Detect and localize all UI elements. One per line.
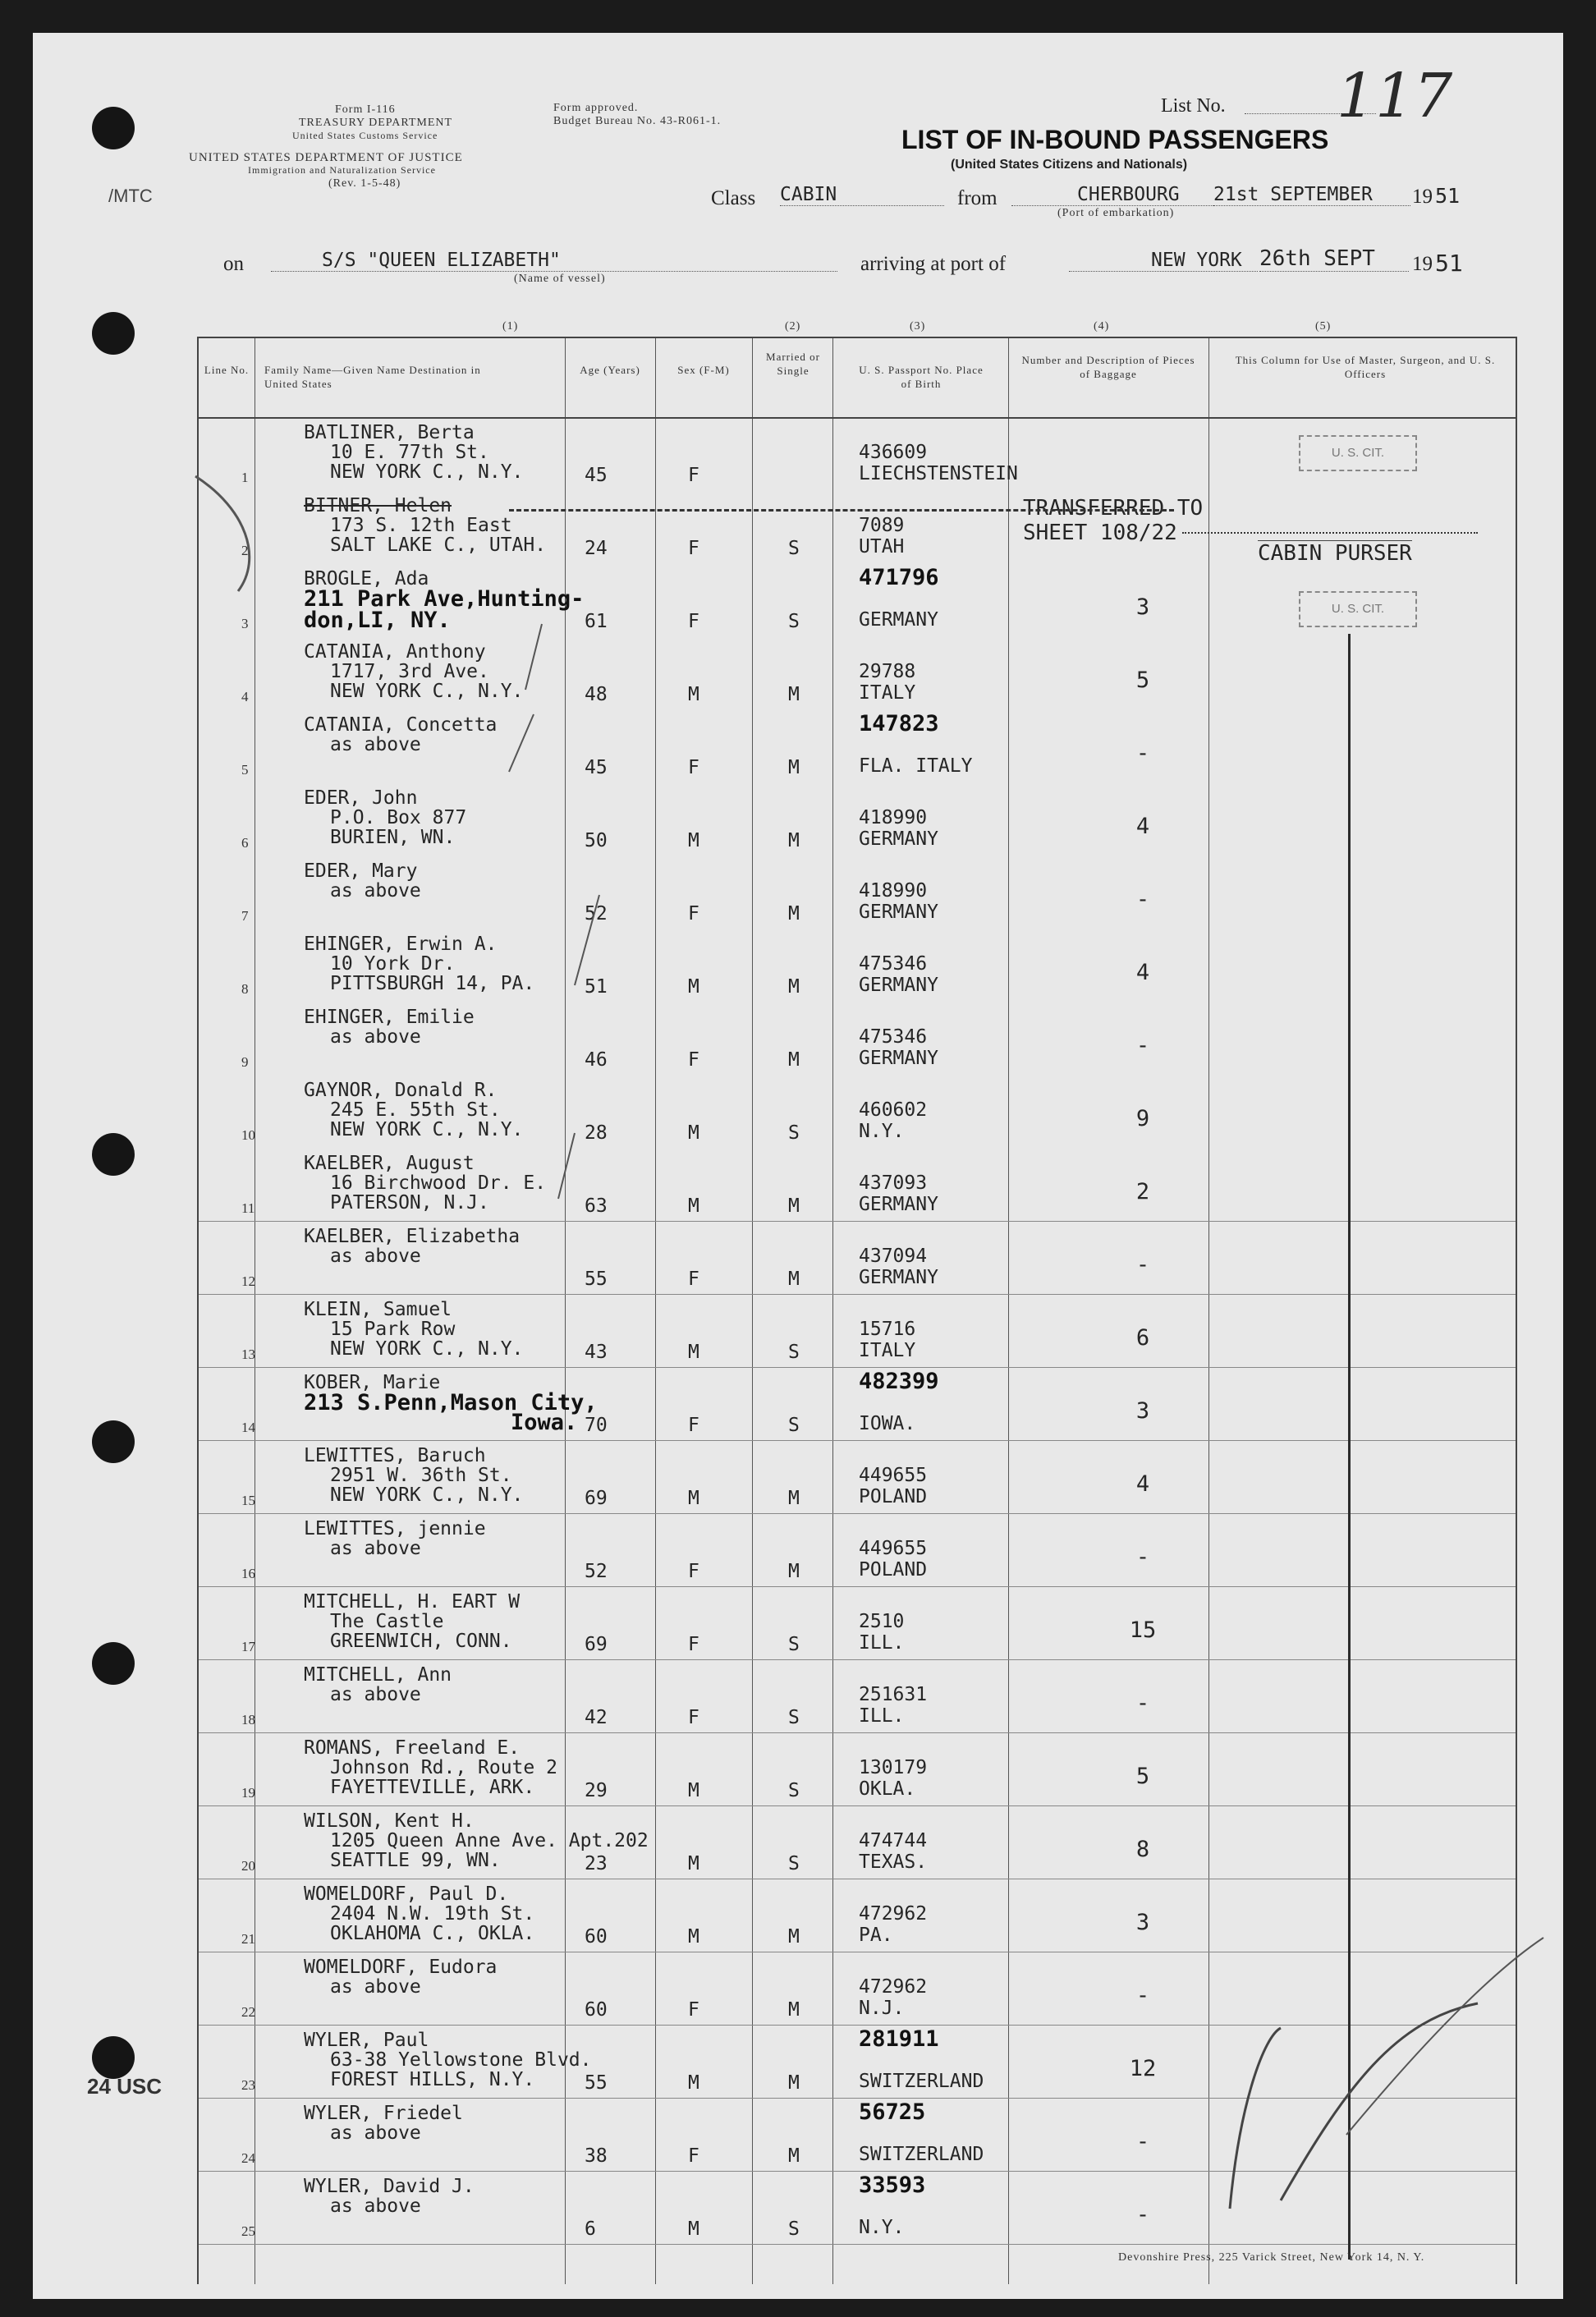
row-address-1: as above — [330, 1976, 421, 1998]
from-label: from — [957, 187, 998, 209]
row-name: MITCHELL, H. EART W — [304, 1591, 521, 1613]
row-age: 61 — [585, 611, 608, 632]
row-address-2: OKLAHOMA C., OKLA. — [330, 1923, 535, 1944]
row-passport: 418990 — [859, 880, 928, 902]
row-baggage: - — [1135, 2202, 1150, 2228]
row-address-1: P.O. Box 877 — [330, 807, 467, 828]
row-passport: 474744 — [859, 1830, 928, 1851]
row-name: BROGLE, Ada — [304, 568, 429, 590]
hand-tick — [525, 624, 542, 690]
row-marital: S — [788, 611, 800, 632]
row-age: 24 — [585, 538, 608, 559]
row-name: KAELBER, Elizabetha — [304, 1226, 521, 1247]
row-birthplace: SWITZERLAND — [859, 2144, 984, 2165]
row-address-1: 2951 W. 36th St. — [330, 1465, 512, 1486]
row-marital: S — [788, 1780, 800, 1801]
header-passport: U. S. Passport No. Place of Birth — [859, 364, 984, 390]
row-marital: S — [788, 1707, 800, 1728]
class-label: Class — [711, 187, 756, 209]
row-address-2: NEW YORK C., N.Y. — [330, 1484, 524, 1506]
row-baggage: 5 — [1135, 1764, 1150, 1789]
row-address-2: NEW YORK C., N.Y. — [330, 1119, 524, 1140]
handwritten-marks — [33, 33, 1563, 2299]
page-title: LIST OF IN-BOUND PASSENGERS — [901, 125, 1329, 154]
row-marital: S — [788, 1415, 800, 1436]
row-marital: S — [788, 538, 800, 559]
row-age: 51 — [585, 976, 608, 998]
row-sex: F — [688, 1634, 699, 1655]
row-passport: 15716 — [859, 1319, 916, 1340]
cabin-purser: CABIN PURSER — [1258, 541, 1412, 566]
signature-stroke — [1230, 2028, 1281, 2209]
form-revision: (Rev. 1-5-48) — [328, 177, 401, 190]
row-birthplace: ITALY — [859, 1340, 916, 1361]
row-line-no: 24 — [241, 2150, 255, 2166]
side-mark: 24 USC — [87, 2074, 163, 2099]
row-name: KLEIN, Samuel — [304, 1299, 452, 1320]
row-address-1: as above — [330, 880, 421, 902]
arrival-port: NEW YORK — [1069, 250, 1258, 272]
row-baggage: 4 — [1135, 814, 1150, 839]
row-passport: 475346 — [859, 1026, 928, 1048]
hand-tick — [558, 1133, 575, 1199]
row-name: WOMELDORF, Paul D. — [304, 1883, 509, 1905]
row-birthplace: PA. — [859, 1925, 893, 1946]
row-sex: F — [688, 2145, 699, 2167]
embark-year: 51 — [1435, 184, 1461, 208]
row-name: ROMANS, Freeland E. — [304, 1737, 521, 1759]
row-marital: S — [788, 1342, 800, 1363]
row-sex: M — [688, 1780, 699, 1801]
row-sex: M — [688, 1853, 699, 1874]
row-baggage: 9 — [1135, 1106, 1150, 1131]
row-address-1: Johnson Rd., Route 2 — [330, 1757, 557, 1778]
row-birthplace: LIECHSTENSTEIN — [859, 463, 1018, 484]
row-name: KAELBER, August — [304, 1153, 475, 1174]
row-passport: 130179 — [859, 1757, 928, 1778]
row-address-1: as above — [330, 2122, 421, 2144]
row-age: 69 — [585, 1488, 608, 1509]
row-marital: M — [788, 1488, 800, 1509]
row-line-no: 4 — [241, 689, 249, 704]
justice-department: UNITED STATES DEPARTMENT OF JUSTICE — [189, 151, 463, 164]
row-age: 50 — [585, 830, 608, 851]
header-line-no: Line No. — [204, 364, 250, 376]
row-line-no: 2 — [241, 543, 249, 558]
row-baggage: - — [1135, 1691, 1150, 1716]
row-passport: 418990 — [859, 807, 928, 828]
row-line-no: 20 — [241, 1858, 255, 1874]
embark-year-prefix: 19 — [1412, 186, 1433, 208]
vessel-name: S/S "QUEEN ELIZABETH" — [271, 250, 837, 272]
customs-service: United States Customs Service — [292, 130, 438, 141]
row-sex: F — [688, 1561, 699, 1582]
row-age: 60 — [585, 1926, 608, 1948]
embark-date: 21st SEPTEMBER — [1213, 184, 1410, 206]
row-address-2: FAYETTEVILLE, ARK. — [330, 1777, 535, 1798]
row-marital: M — [788, 1269, 800, 1290]
hand-curve — [195, 476, 250, 591]
row-age: 45 — [585, 465, 608, 486]
signature-stroke — [1281, 2003, 1478, 2200]
row-address-1: as above — [330, 1538, 421, 1559]
row-line-no: 10 — [241, 1127, 255, 1143]
row-marital: M — [788, 830, 800, 851]
row-passport: 472962 — [859, 1976, 928, 1998]
row-name: WYLER, David J. — [304, 2176, 475, 2197]
row-passport: 281911 — [859, 2026, 939, 2052]
arriving-label: arriving at port of — [860, 253, 1007, 275]
row-address-2: GREENWICH, CONN. — [330, 1631, 512, 1652]
row-line-no: 16 — [241, 1566, 255, 1581]
row-baggage: 5 — [1135, 668, 1150, 693]
row-baggage: 12 — [1129, 2056, 1157, 2081]
row-line-no: 15 — [241, 1493, 255, 1508]
row-baggage: - — [1135, 1544, 1150, 1570]
row-sex: F — [688, 757, 699, 778]
row-age: 70 — [585, 1415, 608, 1436]
row-birthplace: N.Y. — [859, 1121, 905, 1142]
page-subtitle: (United States Citizens and Nationals) — [951, 158, 1188, 172]
row-address-1: 1717, 3rd Ave. — [330, 661, 489, 682]
row-sex: F — [688, 1999, 699, 2021]
row-birthplace: GERMANY — [859, 975, 938, 996]
row-passport: 436609 — [859, 442, 928, 463]
row-passport: 2510 — [859, 1611, 905, 1632]
row-marital: M — [788, 2072, 800, 2094]
row-address-2: Iowa. — [511, 1410, 578, 1435]
row-passport: 437093 — [859, 1172, 928, 1194]
row-line-no: 5 — [241, 762, 249, 778]
row-address-2: FOREST HILLS, N.Y. — [330, 2069, 535, 2090]
row-baggage: - — [1135, 1252, 1150, 1278]
row-birthplace: ILL. — [859, 1705, 905, 1727]
row-age: 46 — [585, 1049, 608, 1071]
row-baggage: 15 — [1129, 1617, 1157, 1643]
on-label: on — [223, 253, 244, 275]
col-num-4: (4) — [1094, 320, 1110, 333]
row-sex: M — [688, 1122, 699, 1144]
row-sex: M — [688, 1488, 699, 1509]
row-birthplace: GERMANY — [859, 1048, 938, 1069]
row-name: EDER, John — [304, 787, 418, 809]
row-address-2: SEATTLE 99, WN. — [330, 1850, 501, 1871]
row-name: MITCHELL, Ann — [304, 1664, 452, 1686]
row-baggage: - — [1135, 2129, 1150, 2154]
header-name: Family Name—Given Name Destination in United States — [264, 364, 481, 390]
row-sex: M — [688, 1342, 699, 1363]
row-birthplace: N.J. — [859, 1998, 905, 2019]
budget-bureau: Budget Bureau No. 43-R061-1. — [553, 115, 722, 127]
row-age: 60 — [585, 1999, 608, 2021]
row-age: 6 — [585, 2218, 596, 2240]
row-birthplace: ITALY — [859, 682, 916, 704]
row-birthplace: POLAND — [859, 1486, 928, 1507]
us-citizen-stamp: U. S. CIT. — [1299, 435, 1417, 471]
row-passport: 7089 — [859, 515, 905, 536]
row-passport: 449655 — [859, 1538, 928, 1559]
row-line-no: 21 — [241, 1931, 255, 1947]
row-sex: M — [688, 830, 699, 851]
row-marital: M — [788, 1195, 800, 1217]
row-baggage: 4 — [1135, 1471, 1150, 1497]
row-address-1: 16 Birchwood Dr. E. — [330, 1172, 547, 1194]
transferred-sheet: SHEET 108/22 — [1023, 521, 1177, 545]
row-age: 55 — [585, 1269, 608, 1290]
vessel-caption: (Name of vessel) — [514, 273, 606, 285]
row-sex: F — [688, 1269, 699, 1290]
row-line-no: 23 — [241, 2077, 255, 2093]
row-age: 52 — [585, 903, 608, 925]
row-address-2: SALT LAKE C., UTAH. — [330, 535, 547, 556]
row-passport: 251631 — [859, 1684, 928, 1705]
col-num-2: (2) — [785, 320, 801, 333]
row-passport: 56725 — [859, 2099, 926, 2125]
header-age: Age (Years) — [580, 364, 640, 376]
row-name: WILSON, Kent H. — [304, 1810, 475, 1832]
row-baggage: 4 — [1135, 960, 1150, 985]
form-approved: Form approved. — [553, 102, 639, 114]
row-age: 63 — [585, 1195, 608, 1217]
row-age: 55 — [585, 2072, 608, 2094]
row-marital: M — [788, 1999, 800, 2021]
row-baggage: 3 — [1135, 594, 1150, 620]
row-passport: 471796 — [859, 565, 939, 590]
row-line-no: 22 — [241, 2004, 255, 2020]
row-marital: S — [788, 1853, 800, 1874]
row-address-1: as above — [330, 734, 421, 755]
col-num-1: (1) — [502, 320, 519, 333]
row-birthplace: GERMANY — [859, 902, 938, 923]
col-num-3: (3) — [910, 320, 926, 333]
row-birthplace: N.Y. — [859, 2217, 905, 2238]
row-address-1: The Castle — [330, 1611, 444, 1632]
row-age: 43 — [585, 1342, 608, 1363]
row-birthplace: GERMANY — [859, 1267, 938, 1288]
row-passport: 472962 — [859, 1903, 928, 1925]
row-line-no: 9 — [241, 1054, 249, 1070]
row-address-2: PATERSON, N.J. — [330, 1192, 489, 1214]
row-marital: M — [788, 1049, 800, 1071]
row-line-no: 6 — [241, 835, 249, 851]
row-passport: 29788 — [859, 661, 916, 682]
row-line-no: 18 — [241, 1712, 255, 1727]
row-birthplace: GERMANY — [859, 1194, 938, 1215]
row-name: EDER, Mary — [304, 860, 418, 882]
row-marital: M — [788, 976, 800, 998]
row-birthplace: ILL. — [859, 1632, 905, 1654]
row-sex: F — [688, 1707, 699, 1728]
row-line-no: 11 — [241, 1200, 255, 1216]
hand-tick — [509, 714, 534, 772]
row-line-no: 8 — [241, 981, 249, 997]
row-name: LEWITTES, jennie — [304, 1518, 486, 1539]
signature-stroke — [1346, 1938, 1543, 2135]
row-birthplace: SWITZERLAND — [859, 2071, 984, 2092]
row-line-no: 17 — [241, 1639, 255, 1654]
row-passport: 437094 — [859, 1246, 928, 1267]
manifest-sheet — [33, 33, 1563, 2299]
row-sex: M — [688, 1195, 699, 1217]
header-married: Married or Single — [766, 351, 820, 377]
row-address-1: 63-38 Yellowstone Blvd. — [330, 2049, 592, 2071]
row-address-1: as above — [330, 1026, 421, 1048]
row-marital: S — [788, 1122, 800, 1144]
row-name: EHINGER, Erwin A. — [304, 934, 498, 955]
row-address-1: 2404 N.W. 19th St. — [330, 1903, 535, 1925]
row-passport: 475346 — [859, 953, 928, 975]
row-address-1: 10 York Dr. — [330, 953, 456, 975]
row-name: GAYNOR, Donald R. — [304, 1080, 498, 1101]
row-address-2: don,LI, NY. — [304, 608, 451, 633]
row-address-2: NEW YORK C., N.Y. — [330, 1338, 524, 1360]
row-age: 29 — [585, 1780, 608, 1801]
header-officers: This Column for Use of Master, Surgeon, and U. S. Officers — [1235, 354, 1496, 380]
row-marital: M — [788, 757, 800, 778]
row-baggage: - — [1135, 741, 1150, 766]
row-sex: F — [688, 465, 699, 486]
row-passport: 33593 — [859, 2172, 926, 2198]
form-number: Form I-116 — [335, 103, 396, 116]
row-sex: F — [688, 538, 699, 559]
row-birthplace: POLAND — [859, 1559, 928, 1581]
row-sex: F — [688, 611, 699, 632]
printer-footer: Devonshire Press, 225 Varick Street, New York 14, N. Y. — [1118, 2251, 1425, 2264]
row-marital: M — [788, 903, 800, 925]
row-age: 42 — [585, 1707, 608, 1728]
port-embark-caption: (Port of embarkation) — [1057, 207, 1175, 219]
list-no-label: List No. — [1161, 95, 1226, 117]
arrival-date: 26th SEPT — [1259, 246, 1409, 272]
list-no-value: 117 — [1337, 61, 1453, 131]
row-baggage: 3 — [1135, 1398, 1150, 1424]
row-baggage: 3 — [1135, 1910, 1150, 1935]
row-passport: 449655 — [859, 1465, 928, 1486]
row-address-2: BURIEN, WN. — [330, 827, 456, 848]
row-marital: M — [788, 1926, 800, 1948]
from-value: CHERBOURG — [1011, 184, 1215, 206]
row-age: 52 — [585, 1561, 608, 1582]
row-line-no: 3 — [241, 616, 249, 631]
row-sex: M — [688, 684, 699, 705]
row-name: EHINGER, Emilie — [304, 1007, 475, 1028]
row-marital: M — [788, 2145, 800, 2167]
row-sex: F — [688, 903, 699, 925]
hand-tick — [575, 895, 599, 985]
col-num-5: (5) — [1315, 320, 1332, 333]
row-birthplace: GERMANY — [859, 828, 938, 850]
row-name: KOBER, Marie — [304, 1372, 441, 1393]
row-birthplace: UTAH — [859, 536, 905, 557]
transferred-note: TRANSFERRED TO — [1023, 496, 1204, 521]
row-marital: S — [788, 2218, 800, 2240]
arrival-year: 51 — [1435, 250, 1463, 277]
row-address-1: 173 S. 12th East — [330, 515, 512, 536]
row-birthplace: IOWA. — [859, 1413, 916, 1434]
row-address-2: NEW YORK C., N.Y. — [330, 681, 524, 702]
row-baggage: - — [1135, 1983, 1150, 2008]
row-age: 28 — [585, 1122, 608, 1144]
row-sex: F — [688, 1049, 699, 1071]
row-sex: M — [688, 2072, 699, 2094]
row-line-no: 19 — [241, 1785, 255, 1801]
row-birthplace: TEXAS. — [859, 1851, 928, 1873]
row-address-1: as above — [330, 1246, 421, 1267]
row-address-1: 211 Park Ave,Hunting- — [304, 586, 585, 612]
row-line-no: 1 — [241, 470, 249, 485]
row-baggage: 2 — [1135, 1179, 1150, 1204]
row-address-1: 10 E. 77th St. — [330, 442, 489, 463]
row-sex: M — [688, 976, 699, 998]
row-line-no: 7 — [241, 908, 249, 924]
row-age: 23 — [585, 1853, 608, 1874]
treasury-department: TREASURY DEPARTMENT — [299, 117, 453, 129]
row-line-no: 13 — [241, 1347, 255, 1362]
row-baggage: - — [1135, 887, 1150, 912]
row-marital: M — [788, 1561, 800, 1582]
row-age: 38 — [585, 2145, 608, 2167]
row-address-2: PITTSBURGH 14, PA. — [330, 973, 535, 994]
row-marital: M — [788, 684, 800, 705]
row-line-no: 25 — [241, 2223, 255, 2239]
row-address-1: as above — [330, 1684, 421, 1705]
row-address-1: 213 S.Penn,Mason City, — [304, 1390, 598, 1415]
row-birthplace: GERMANY — [859, 609, 938, 631]
row-baggage: - — [1135, 1033, 1150, 1058]
row-passport: 147823 — [859, 711, 939, 736]
row-line-no: 14 — [241, 1420, 255, 1435]
row-name: CATANIA, Concetta — [304, 714, 498, 736]
row-address-1: 1205 Queen Anne Ave. Apt.202 — [330, 1830, 649, 1851]
row-sex: M — [688, 1926, 699, 1948]
us-citizen-stamp: U. S. CIT. — [1299, 591, 1417, 627]
row-age: 69 — [585, 1634, 608, 1655]
row-birthplace: FLA. ITALY — [859, 755, 973, 777]
row-address-1: as above — [330, 2195, 421, 2217]
row-name: WYLER, Friedel — [304, 2103, 463, 2124]
row-passport: 482399 — [859, 1369, 939, 1394]
header-sex: Sex (F-M) — [677, 364, 730, 376]
row-birthplace: OKLA. — [859, 1778, 916, 1800]
arrival-year-prefix: 19 — [1412, 253, 1433, 275]
row-name: WOMELDORF, Eudora — [304, 1957, 498, 1978]
row-baggage: 6 — [1135, 1325, 1150, 1351]
row-passport: 460602 — [859, 1099, 928, 1121]
row-baggage: 8 — [1135, 1837, 1150, 1862]
row-name: WYLER, Paul — [304, 2030, 429, 2051]
row-sex: F — [688, 1415, 699, 1436]
row-name: BITNER, Helen — [304, 495, 452, 516]
row-age: 48 — [585, 684, 608, 705]
ins-service: Immigration and Naturalization Service — [248, 164, 436, 176]
row-address-1: 15 Park Row — [330, 1319, 456, 1340]
row-line-no: 12 — [241, 1273, 255, 1289]
class-value: CABIN — [780, 184, 944, 206]
row-age: 45 — [585, 757, 608, 778]
row-name: BATLINER, Berta — [304, 422, 475, 443]
header-baggage: Number and Description of Pieces of Baggage — [1021, 354, 1195, 380]
row-address-2: NEW YORK C., N.Y. — [330, 461, 524, 483]
row-name: CATANIA, Anthony — [304, 641, 486, 663]
row-sex: M — [688, 2218, 699, 2240]
row-address-1: 245 E. 55th St. — [330, 1099, 501, 1121]
row-name: LEWITTES, Baruch — [304, 1445, 486, 1466]
row-marital: S — [788, 1634, 800, 1655]
left-margin-mark: /MTC — [108, 186, 153, 206]
